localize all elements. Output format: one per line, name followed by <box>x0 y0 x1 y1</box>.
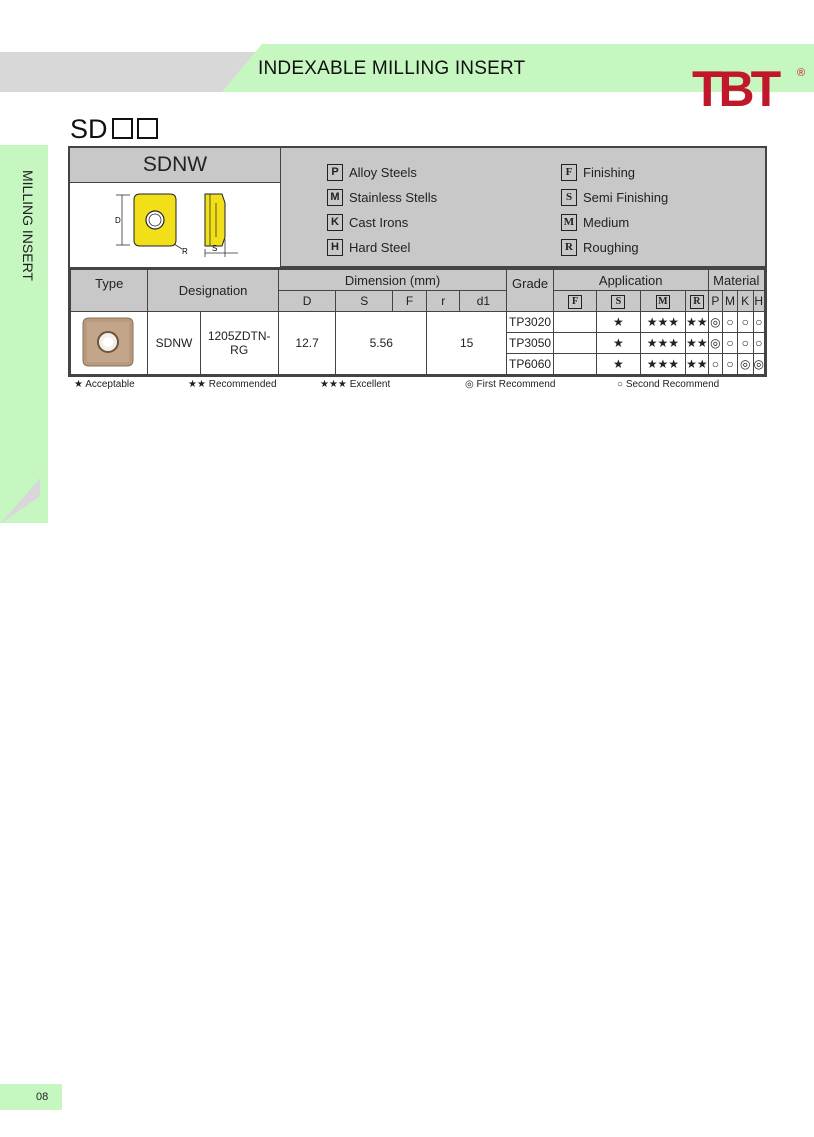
diagram-label-r: R <box>182 247 188 256</box>
legend-app-f: F Finishing <box>561 164 635 181</box>
section-title <box>70 114 158 145</box>
mat-col-m: M <box>723 291 738 312</box>
page-header-title: INDEXABLE MILLING INSERT <box>258 58 526 79</box>
mat-col-p: P <box>708 291 723 312</box>
dim-value-s-f: 5.56 <box>336 312 427 375</box>
legend-material-p: P Alloy Steels <box>327 164 417 181</box>
app-cell: ★★ <box>686 354 709 375</box>
app-col-f: F <box>553 291 596 312</box>
app-cell: ★★★ <box>640 354 685 375</box>
col-header-dimension: Dimension (mm) <box>278 270 507 291</box>
side-tab-label: MILLING INSERT <box>20 170 36 281</box>
legend-app-s: S Semi Finishing <box>561 189 668 206</box>
app-cell: ★★★ <box>640 333 685 354</box>
mat-cell: ○ <box>753 333 764 354</box>
dim-col-f: F <box>393 291 427 312</box>
mat-cell: ○ <box>723 312 738 333</box>
app-cell: ★ <box>597 354 640 375</box>
footer-legend-recommended: ★★ Recommended <box>188 379 277 390</box>
insert-photo-icon <box>73 314 145 370</box>
legend-app-r: R Roughing <box>561 239 639 256</box>
legend-area <box>281 148 765 266</box>
dim-col-d1: d1 <box>460 291 507 312</box>
legend-material-h: H Hard Steel <box>327 239 410 256</box>
col-header-type: Type <box>71 270 148 312</box>
footer-legend-first-recommend: ◎ First Recommend <box>465 379 556 390</box>
legend-material-k: K Cast Irons <box>327 214 408 231</box>
mat-cell: ○ <box>723 333 738 354</box>
mat-col-h: H <box>753 291 764 312</box>
mat-cell: ◎ <box>753 354 764 375</box>
mat-cell: ○ <box>708 354 723 375</box>
mat-cell: ◎ <box>708 333 723 354</box>
footer-legend-excellent: ★★★ Excellent <box>320 379 391 390</box>
app-cell <box>553 354 596 375</box>
mat-cell: ○ <box>737 312 753 333</box>
legend-material-m: M Stainless Stells <box>327 189 437 206</box>
app-cell: ★ <box>597 333 640 354</box>
insert-drawing-icon <box>70 183 280 268</box>
dim-col-d: D <box>278 291 336 312</box>
spec-table <box>68 267 767 377</box>
registered-mark: ® <box>797 67 806 79</box>
app-cell <box>553 333 596 354</box>
table-row <box>71 312 765 333</box>
app-cell: ★ <box>597 312 640 333</box>
legend-app-m: M Medium <box>561 214 629 231</box>
diagram-label-s: S <box>212 244 218 253</box>
dim-value-d: 12.7 <box>278 312 336 375</box>
app-cell: ★★ <box>686 333 709 354</box>
placeholder-box-icon <box>137 118 158 139</box>
col-header-application: Application <box>553 270 708 291</box>
designation-code: 1205ZDTN-RG <box>200 312 278 375</box>
dim-col-s: S <box>336 291 393 312</box>
app-col-s: S <box>597 291 640 312</box>
logo-text: TBT <box>692 64 778 108</box>
dim-value-r-d1: 15 <box>427 312 507 375</box>
insert-photo <box>71 312 148 375</box>
placeholder-box-icon <box>112 118 133 139</box>
mat-cell: ◎ <box>737 354 753 375</box>
designation-prefix: SDNW <box>148 312 200 375</box>
tbt-logo <box>692 64 807 108</box>
footer-legend-second-recommend: ○ Second Recommend <box>617 379 720 390</box>
footer-legend-acceptable: ★ Acceptable <box>74 379 135 390</box>
mat-col-k: K <box>737 291 753 312</box>
page-number-box <box>0 1084 62 1110</box>
diagram-label-d: D <box>115 216 121 225</box>
app-col-m: M <box>640 291 685 312</box>
app-cell <box>553 312 596 333</box>
grade-cell: TP6060 <box>507 354 554 375</box>
app-cell: ★★★ <box>640 312 685 333</box>
col-header-designation: Designation <box>148 270 278 312</box>
app-col-r: R <box>686 291 709 312</box>
insert-name: SDNW <box>70 148 281 183</box>
grade-cell: TP3050 <box>507 333 554 354</box>
app-cell: ★★ <box>686 312 709 333</box>
mat-cell: ○ <box>753 312 764 333</box>
page-number: 08 <box>36 1091 49 1103</box>
insert-diagram <box>70 183 281 268</box>
dim-col-r: r <box>427 291 460 312</box>
section-title-text: SD <box>70 114 108 144</box>
col-header-material: Material <box>708 270 764 291</box>
col-header-grade: Grade <box>507 270 554 312</box>
mat-cell: ○ <box>723 354 738 375</box>
insert-info-panel <box>68 146 767 268</box>
mat-cell: ○ <box>737 333 753 354</box>
mat-cell: ◎ <box>708 312 723 333</box>
grade-cell: TP3020 <box>507 312 554 333</box>
